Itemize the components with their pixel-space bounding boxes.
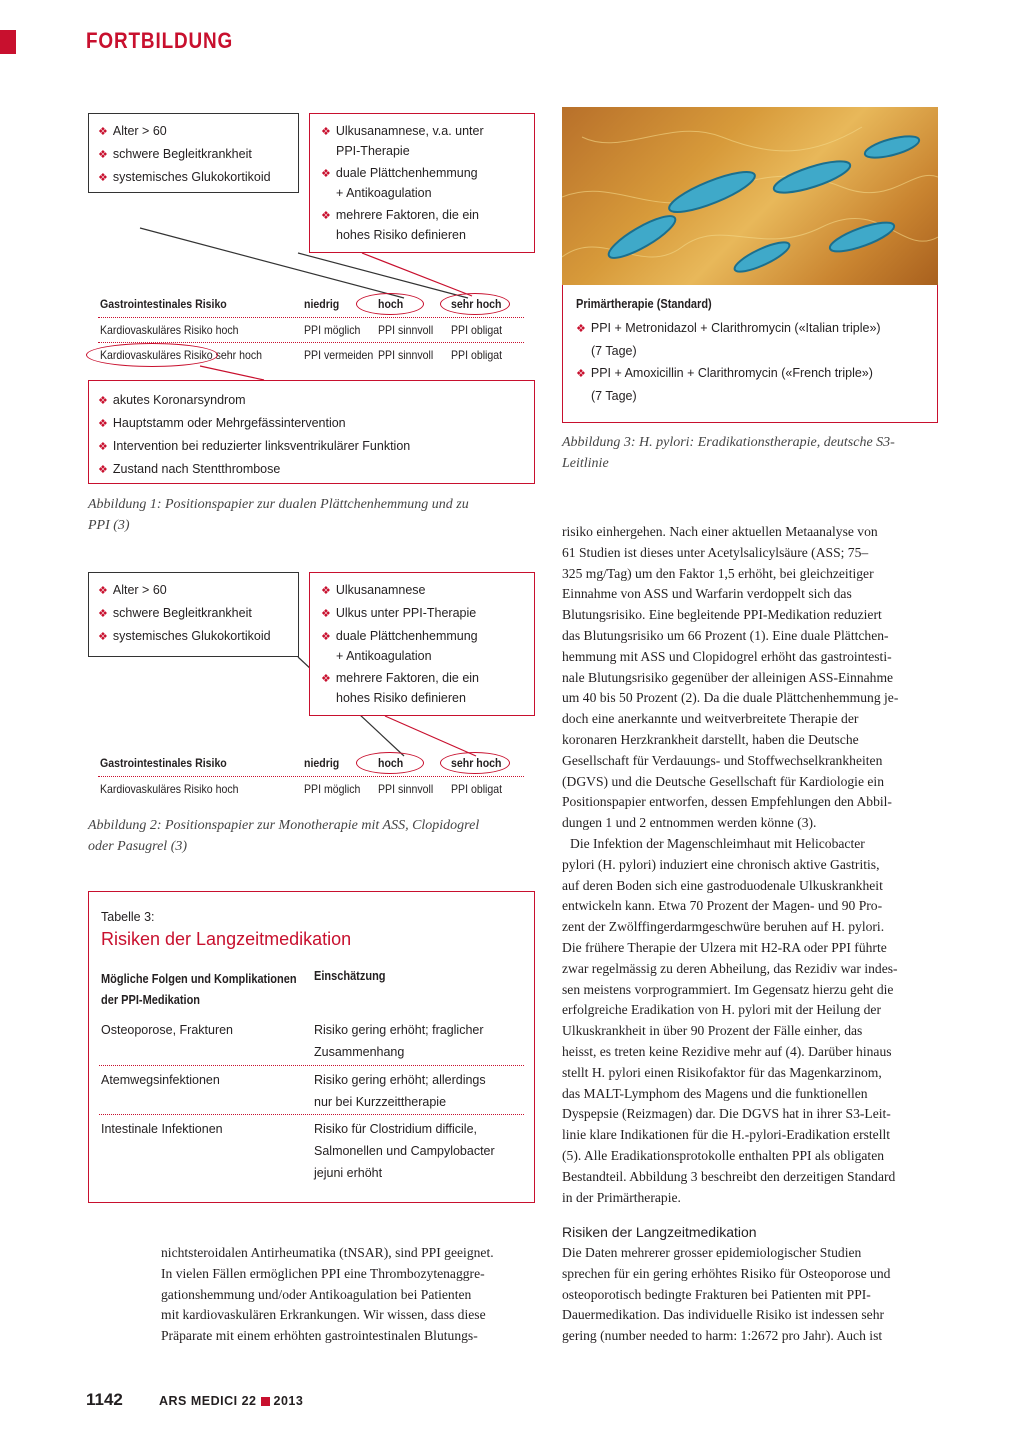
table3-title: Risiken der Langzeitmedikation: [101, 929, 352, 949]
list-item: ❖ Alter > 60: [98, 583, 167, 597]
list-item-cont: hohes Risiko definieren: [336, 691, 466, 705]
fig1-r2-label: Kardiovaskuläres Risiko sehr hoch: [100, 348, 263, 362]
fig3-caption: Abbildung 3: H. pylori: Eradikationstherapie, deutsche S3- Leitlinie: [562, 435, 895, 471]
list-item-cont: (7 Tage): [591, 344, 637, 358]
list-item-cont: + Antikoagulation: [336, 186, 432, 200]
fig1-bottom-box: [88, 380, 535, 484]
list-item: ❖ schwere Begleitkrankheit: [98, 147, 252, 161]
list-item: ❖ schwere Begleitkrankheit: [98, 606, 252, 620]
divider: [99, 1065, 524, 1066]
fig1-r2-c2: PPI sinnvoll: [378, 348, 434, 362]
table3-r2-c1: Atemwegsinfektionen: [101, 1073, 220, 1087]
magazine-name: ARS MEDICI 22: [159, 1394, 257, 1408]
list-item: ❖ Zustand nach Stentthrombose: [98, 462, 281, 476]
list-item: ❖ mehrere Faktoren, die ein: [321, 208, 480, 222]
fig1-r1-label: Kardiovaskuläres Risiko hoch: [100, 323, 239, 337]
fig2-r1-label: Kardiovaskuläres Risiko hoch: [100, 782, 239, 796]
table3-r1-c1: Osteoporose, Frakturen: [101, 1023, 234, 1037]
fig2-r1-c2: PPI sinnvoll: [378, 782, 434, 796]
list-item: ❖ Ulkus unter PPI-Therapie: [321, 606, 477, 620]
divider: [99, 1114, 524, 1115]
list-item-cont: PPI-Therapie: [336, 144, 410, 158]
table3-r1-c2: Risiko gering erhöht; fraglicher Zusammenhang: [314, 1023, 484, 1059]
diamond-bullet-icon: ❖: [98, 126, 108, 138]
list-item: ❖ systemisches Glukokortikoid: [98, 629, 271, 643]
left-body-paragraph: nichtsteroidalen Antirheumatika (tNSAR), sind PPI geeignet. In vielen Fällen ermöglichen PPI eine Thrombozytenaggre- gationshemmung und/oder Antikoagulation bei Patienten mit kardiovaskulären Erkrankungen. Wir wissen, dass diese Präparate mit einem erhöhten gastrointestinalen Blutungs-: [161, 1245, 494, 1344]
table3-box: [88, 891, 535, 1203]
list-item: ❖ PPI + Amoxicillin + Clarithromycin («French triple»): [576, 366, 873, 380]
list-item: ❖ Ulkusanamnese: [321, 583, 426, 597]
list-item: ❖ Intervention bei reduzierter linksventrikulärer Funktion: [98, 439, 411, 453]
table3-col1-head: Mögliche Folgen und Komplikationen der PPI-Medikation: [101, 972, 297, 1007]
fig1-caption: Abbildung 1: Positionspapier zur dualen Plättchenhemmung und zu PPI (3): [88, 497, 469, 533]
fig1-r2-c1: PPI vermeiden: [304, 348, 374, 362]
highlight-oval: [86, 343, 218, 367]
fig1-r1-c1: PPI möglich: [304, 323, 361, 337]
right-body-paragraph-3: Die Daten mehrerer grosser epidemiologischer Studien sprechen für ein gering erhöhtes Risiko für Osteoporose und osteoporotisch bedingte Frakturen bei Patienten mit PPI- Dauermedikation. Das individuelle Risiko ist indessen sehr gering (number needed to harm: 1:2672 pro Jahr). Auch ist: [562, 1245, 891, 1344]
red-square-icon: [261, 1397, 270, 1406]
list-item-cont: (7 Tage): [591, 389, 637, 403]
list-item: ❖ Alter > 60: [98, 124, 167, 138]
list-item-cont: + Antikoagulation: [336, 649, 432, 663]
list-item: ❖ PPI + Metronidazol + Clarithromycin («Italian triple»): [576, 321, 881, 335]
fig2-right-box: [309, 572, 535, 716]
bacteria-illustration: [562, 107, 938, 285]
fig2-th-low: niedrig: [304, 756, 340, 770]
fig2-th-gi: Gastrointestinales Risiko: [100, 756, 227, 770]
fig1-r2-c3: PPI obligat: [451, 348, 503, 362]
h-pylori-micrograph-image: [562, 107, 938, 285]
table3-r3-c1: Intestinale Infektionen: [101, 1122, 223, 1136]
fig2-r1-c3: PPI obligat: [451, 782, 503, 796]
fig1-right-box: [309, 113, 535, 253]
list-item: ❖ akutes Koronarsyndrom: [98, 393, 246, 407]
section-heading-risks: Risiken der Langzeitmedikation: [562, 1224, 757, 1240]
list-item: ❖ Hauptstamm oder Mehrgefässintervention: [98, 416, 346, 430]
list-item: ❖ Ulkusanamnese, v.a. unter: [321, 124, 484, 138]
table3-r2-c2: Risiko gering erhöht; allerdings nur bei Kurzzeittherapie: [314, 1073, 486, 1109]
fig2-r1-c1: PPI möglich: [304, 782, 361, 796]
footer-magazine: [159, 1394, 303, 1408]
divider: [98, 776, 524, 777]
fig2-th-veryhigh: sehr hoch: [451, 756, 502, 770]
table3-col2-head: Einschätzung: [314, 969, 386, 983]
list-item-cont: hohes Risiko definieren: [336, 228, 466, 242]
fig3-title: Primärtherapie (Standard): [576, 297, 712, 311]
fig2-left-box: [88, 572, 299, 657]
page-number: 1142: [86, 1390, 123, 1409]
list-item: ❖ duale Plättchenhemmung: [321, 629, 478, 643]
fig2-th-high: hoch: [378, 756, 404, 770]
highlight-oval: [440, 752, 510, 774]
table3-r3-c2: Risiko für Clostridium difficile, Salmonellen und Campylobacter jejuni erhöht: [314, 1122, 495, 1180]
list-item: ❖ mehrere Faktoren, die ein: [321, 671, 480, 685]
fig1-left-box: [88, 113, 299, 193]
section-title: FORTBILDUNG: [86, 28, 234, 53]
divider: [98, 317, 524, 318]
table3-label: Tabelle 3:: [101, 910, 155, 924]
fig1-r1-c2: PPI sinnvoll: [378, 323, 434, 337]
fig1-th-high: hoch: [378, 297, 404, 311]
fig1-th-veryhigh: sehr hoch: [451, 297, 502, 311]
highlight-oval: [356, 752, 424, 774]
fig3-box: [562, 285, 938, 423]
right-body-paragraph-1: risiko einhergehen. Nach einer aktuellen Metaanalyse von 61 Studien ist dieses unter Acetylsalicylsäure (ASS; 75– 325 mg/Tag) um den Faktor 1,5 erhöht, bei gleichzeitiger Einnahme von ASS und Warfarin verdoppelt sich das Blutungsrisiko. Eine begleitende PPI-Medikation reduziert das Blutungsrisiko um 66 Prozent (1). Eine duale Plättchen- hemmung mit ASS und Clopidogrel erhöht das gastrointesti- nale Blutungsrisiko gegenüber der alleinigen ASS-Einnahme um 40 bis 50 Prozent (2). Da die duale Plättchenhemmung je- doch eine anerkannte und weitverbreitete Therapie der koronaren Herzkrankheit darstellt, haben die Deutsche Gesellschaft für Verdauungs- und Stoffwechselkrankheiten (DGVS) und die Deutsche Gesellschaft für Kardiologie ein Positionspapier entworfen, dessen Empfehlungen den Abbil- dungen 1 und 2 entnommen werden könne (3).: [562, 524, 899, 831]
magazine-year: 2013: [273, 1394, 304, 1408]
highlight-oval: [440, 293, 510, 315]
fig1-th-low: niedrig: [304, 297, 340, 311]
list-item: ❖ systemisches Glukokortikoid: [98, 170, 271, 184]
right-body-paragraph-2: Die Infektion der Magenschleimhaut mit Helicobacter pylori (H. pylori) induziert eine chronisch aktive Gastritis, auf deren Boden sich eine gastroduodenale Ulkuskrankheit entwickeln kann. Etwa 70 Prozent der Magen- und 90 Pro- zent der Zwölffingerdarmgeschwüre beruhen auf H. pylori. Die frühere Therapie der Ulzera mit H2-RA oder PPI führte zwar regelmässig zu deren Abheilung, das Rezidiv war indes- sen meistens vorprogrammiert. Im Gegensatz hierzu geht die erfolgreiche Eradikation von H. pylori mit der Heilung der Ulkuskrankheit in über 90 Prozent der Fälle einher, das heisst, es treten keine Rezidive mehr auf (4). Darüber hinaus stellt H. pylori einen Risikofaktor für das Magenkarzinom, das MALT-Lymphom des Magens und die funktionellen Dyspepsie (Reizmagen) dar. Die DGVS hat in ihrer S3-Leit- linie klare Indikationen für die H.-pylori-Eradikation erstellt (5). Alle Eradikationsprotokolle enthalten PPI als obligaten Bestandteil. Abbildung 3 beschreibt den derzeitigen Standard in der Primärtherapie.: [562, 836, 898, 1205]
list-item: ❖ duale Plättchenhemmung: [321, 166, 478, 180]
fig2-caption: Abbildung 2: Positionspapier zur Monotherapie mit ASS, Clopidogrel oder Pasugrel (3): [88, 818, 480, 854]
highlight-oval: [356, 293, 424, 315]
fig1-th-gi: Gastrointestinales Risiko: [100, 297, 227, 311]
fig1-r1-c3: PPI obligat: [451, 323, 503, 337]
